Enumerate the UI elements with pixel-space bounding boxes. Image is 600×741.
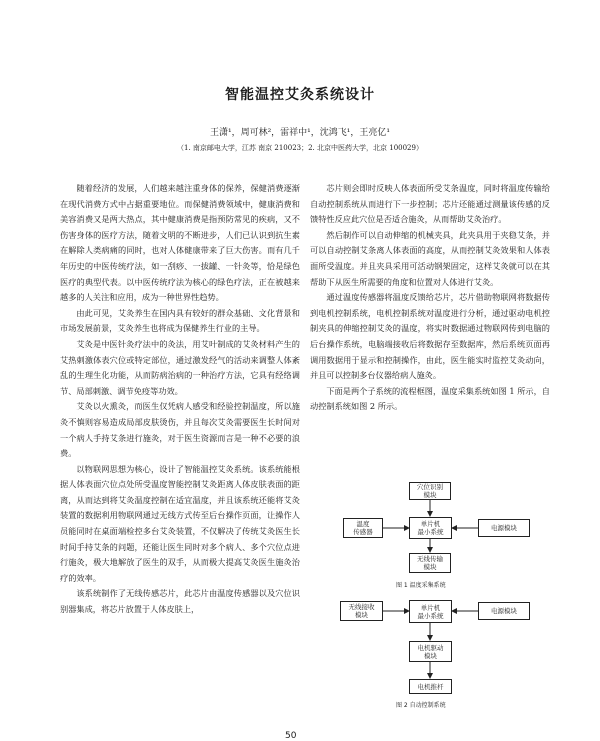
paragraph: 然后制作可以自动伸缩的机械夹具，此夹具用于夹稳艾条，并可以自动控制艾条离人体表面的高度，从而控制艾灸效果和人体表面所受温度。并且夹具采用可活动钢架固定，这样艾灸就可以在其帮助下从医生所需要的角度和位置对人体进行艾灸。 xyxy=(310,229,550,287)
figure1-caption: 图 1 温度采集系统 xyxy=(396,582,446,589)
paragraph: 以物联网思想为核心，设计了智能温控艾灸系统。该系统能根据人体表面穴位点处所受温度智能控制艾灸距离人体皮肤表面的距离，从而达到将艾灸温度控制在适宜温度，并且该系统还能将艾灸装置的数据利用物联网通过无线方式传至后台操作页面，让操作人员能同时在桌面端检控多台艾灸装置，不仅解决了传统艾灸医生长时间手持艾条的问题，还能让医生同时对多个病人、多个穴位点进行施灸，极大地解放了医生的双手，从而极大提高艾灸医生施灸治疗的效率。 xyxy=(60,463,300,583)
power-module-box: 电源模块 xyxy=(478,602,530,620)
paragraph: 艾灸是中医针灸疗法中的灸法，用艾叶制成的艾灸材料产生的艾热刺激体表穴位或特定部位，通过激发经气的活动来调整人体紊乱的生理生化功能，从而防病治病的一种治疗方法，它具有经络调节、局部刺激、调节免疫等功效。 xyxy=(60,338,300,396)
wireless-transmit-box: 无线传输 模块 xyxy=(409,553,451,573)
figure-temperature-collection xyxy=(310,480,560,592)
figure2-caption: 图 2 自动控制系统 xyxy=(396,702,446,709)
paragraph: 该系统制作了无线传感芯片，此芯片由温度传感器以及穴位识别器集成，将芯片放置于人体皮肤上， xyxy=(60,588,300,615)
author-list: 王潇¹，周可林²，雷祥中¹，沈鸿飞¹，王亮亿¹ xyxy=(209,128,391,138)
motor-pushrod-box: 电机推杆 xyxy=(409,679,452,694)
figure-automatic-control xyxy=(310,596,560,710)
left-column xyxy=(60,181,300,618)
paragraph: 由此可见，艾灸养生在国内具有较好的群众基础、文化背景和市场发展前景，艾灸养生也将成为保健养生行业的主导。 xyxy=(60,307,300,334)
paragraph: 通过温度传感器将温度反馈给芯片，芯片借助物联网将数据传到电机控制系统，电机控制系统对温度进行分析，通过驱动电机控制夹具的伸缩控制艾灸的温度，将实时数据通过物联网传到电脑的后台操作系统，电脑端接收后将数据存至数据库，然后系统页面再调用数据用于显示和控制操作，由此，医生能实时监控艾灸动向，并且可以控制多台仪器给病人施灸。 xyxy=(310,292,550,381)
temperature-sensor-box: 温度 传感器 xyxy=(343,518,383,538)
paragraph: 艾灸以火熏灸，而医生仅凭病人感受和经验控制温度，所以施灸不慎则容易造成局部皮肤烫伤，并且每次艾灸需要医生长时间对一个病人手持艾条进行施灸，对于医生资源而言是一种不必要的浪费。 xyxy=(60,401,300,459)
acupoint-recognition-box: 穴位识别 模块 xyxy=(409,482,451,500)
mcu-minimum-system-box: 单片机 最小系统 xyxy=(409,600,452,623)
paragraph: 芯片则会即时反映人体表面所受艾条温度，同时将温度传输给自动控制系统从而进行下一步控制；芯片还能通过测量该传感的反馈特性反应此穴位是否适合施灸，从而帮助艾灸治疗。 xyxy=(310,183,550,225)
affiliation: （1. 南京邮电大学，江苏 南京 210023；2. 北京中医药大学，北京 100029） xyxy=(177,144,423,152)
paragraph: 随着经济的发展，人们越来越注重身体的保养，保健消费逐渐在现代消费方式中占据重要地位。而保健消费领域中，健康消费和美容消费又是两大热点，其中健康消费是指预防常见的疾病，又不伤害身体的医疗方法，随着文明的不断进步，人们已认识到抗生素在解除人类病痛的同时，也对人体健康带来了巨大伤害。而有几千年历史的中医传统疗法，如一刮痧、一拔罐、一针灸等，恰是绿色医疗的典型代表。以中医传统疗法为核心的绿色疗法，正在被越来越多的人关注和应用，成为一种世界性趋势。 xyxy=(60,183,300,303)
paragraph: 下面是两个子系统的流程框图，温度采集系统如图 1 所示，自动控制系统如图 2 所示。 xyxy=(310,385,550,412)
right-column xyxy=(310,181,550,415)
power-module-box: 电源模块 xyxy=(478,519,530,537)
page-number: 50 xyxy=(285,731,297,741)
motor-driver-box: 电机驱动 模块 xyxy=(409,641,452,662)
mcu-minimum-system-box: 单片机 最小系统 xyxy=(409,517,452,539)
wireless-receiver-box: 无线接收 模块 xyxy=(340,601,383,621)
paper-title: 智能温控艾灸系统设计 xyxy=(225,87,375,103)
